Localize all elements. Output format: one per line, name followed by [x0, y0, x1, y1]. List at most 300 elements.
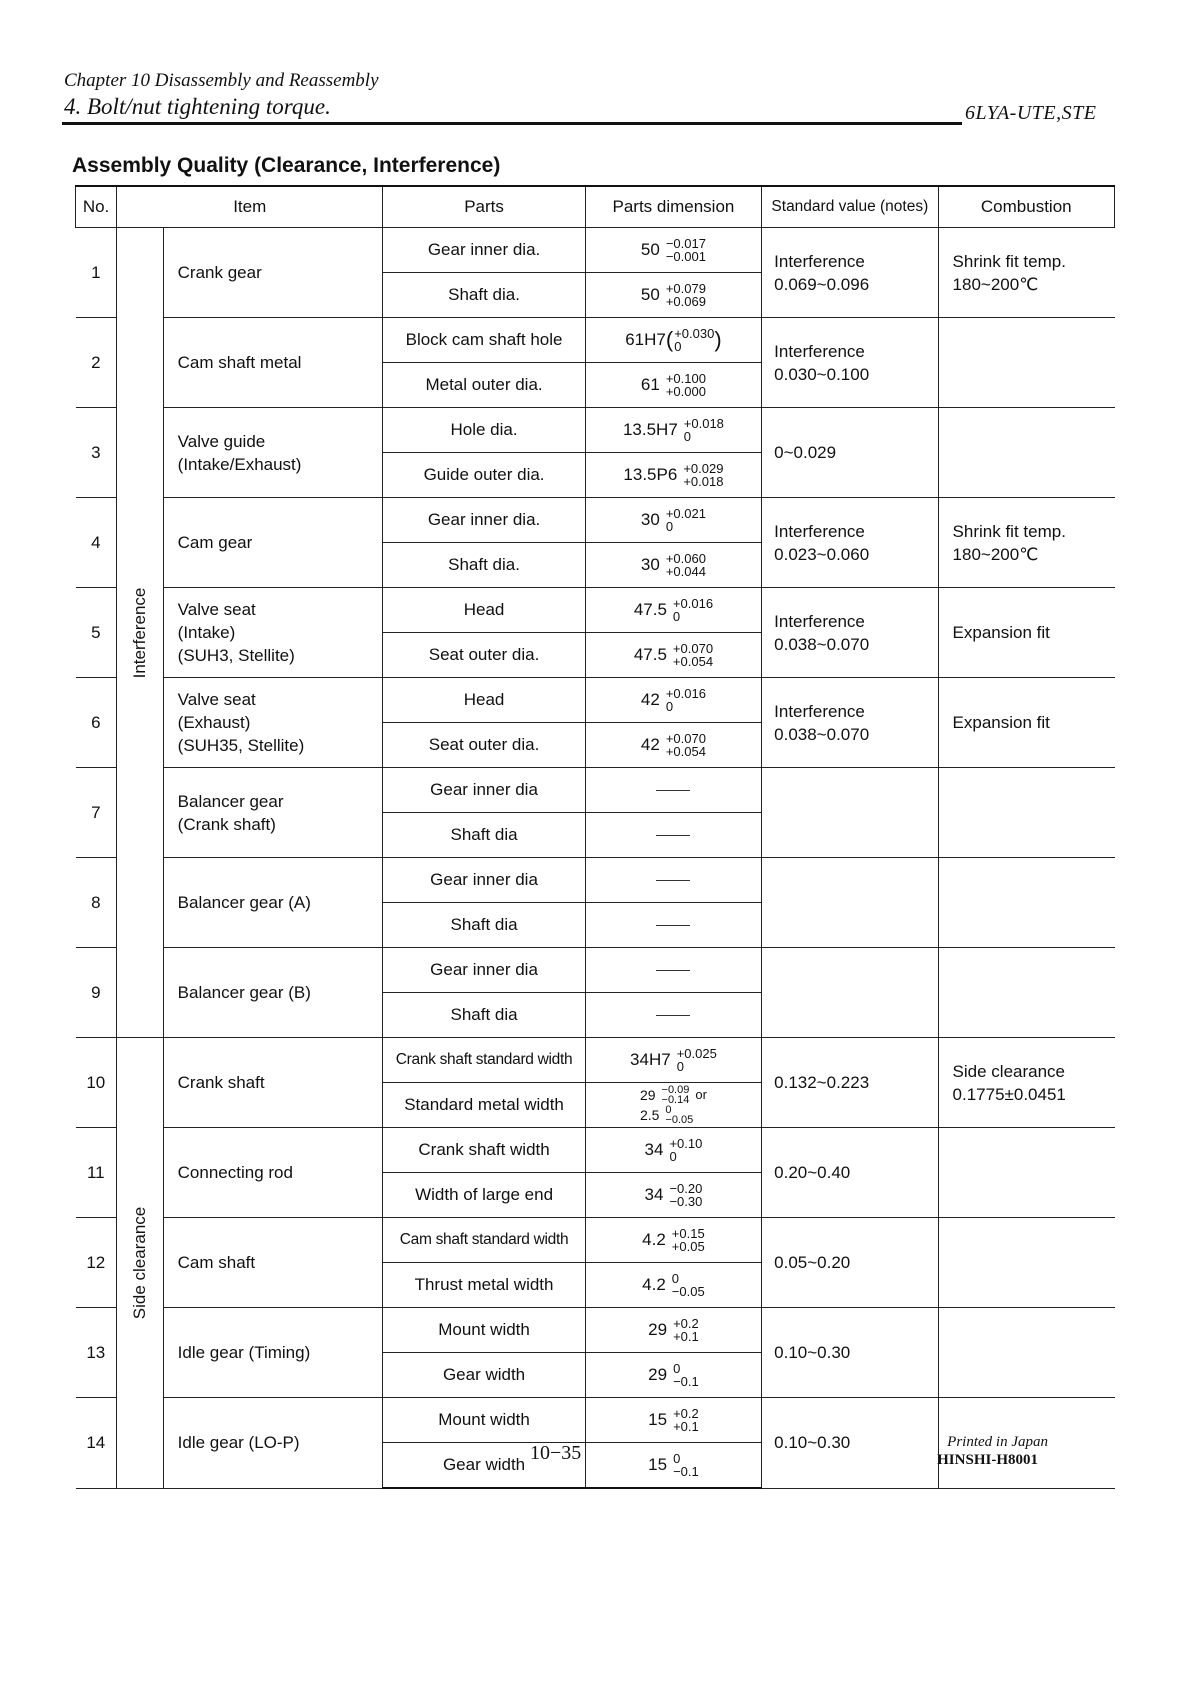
item-line: (SUH35, Stellite) — [177, 736, 305, 755]
combustion-note — [938, 948, 1114, 1038]
dimension-value — [648, 1317, 699, 1343]
standard-line: 0.038~0.070 — [774, 634, 870, 654]
dimension-base: 13.5H7 — [622, 420, 678, 439]
table-row — [76, 1128, 1115, 1173]
parts-dimension — [585, 1218, 761, 1263]
parts-dimension — [585, 363, 761, 408]
item-line: (SUH3, Stellite) — [177, 646, 295, 665]
combustion-note — [938, 1128, 1114, 1218]
combustion-line: Shrink fit temp. — [952, 251, 1066, 271]
parts-dimension — [585, 1128, 761, 1173]
parts-dimension — [585, 768, 761, 813]
dimension-value — [642, 1272, 705, 1298]
tolerance — [673, 1452, 699, 1478]
dimension-base: 2.5 — [639, 1107, 660, 1123]
parts-dimension — [585, 453, 761, 498]
row-number: 8 — [76, 858, 117, 948]
dimension-value — [641, 552, 706, 578]
dimension-value — [623, 462, 723, 488]
parts-dimension — [585, 1308, 761, 1353]
dimension-value — [648, 1452, 699, 1478]
dimension-base: 4.2 — [642, 1275, 666, 1294]
or-label: or — [695, 1087, 707, 1102]
parts-dimension — [585, 948, 761, 993]
tolerance-upper: +0.030 — [674, 326, 715, 341]
row-number: 7 — [76, 768, 117, 858]
dimension-base: 13.5P6 — [623, 465, 678, 484]
table-row — [76, 678, 1115, 723]
item-line: Valve seat — [177, 690, 256, 709]
combustion-line: 180~200℃ — [952, 544, 1039, 564]
table-row — [76, 1038, 1115, 1083]
item-name — [163, 1128, 383, 1218]
tolerance — [666, 282, 706, 308]
tolerance-lower: 0 — [674, 339, 682, 354]
tolerance-lower: −0.05 — [665, 1114, 694, 1126]
dimension-base: 29 — [648, 1365, 668, 1384]
part-name: Seat outer dia. — [383, 723, 585, 768]
standard-line: Interference — [774, 341, 865, 361]
item-name — [163, 228, 383, 318]
tolerance — [672, 1272, 705, 1298]
part-name: Shaft dia — [383, 903, 585, 948]
tolerance — [665, 1105, 693, 1125]
table-row — [76, 768, 1115, 813]
model-label: 6LYA-UTE,STE — [965, 102, 1097, 124]
dimension-base: 50 — [640, 240, 660, 259]
dimension-base: 34H7 — [630, 1050, 671, 1069]
part-name: Gear inner dia — [383, 858, 585, 903]
tolerance-upper: +0.060 — [665, 551, 706, 566]
dimension-value — [634, 597, 713, 623]
standard-line: 0.05~0.20 — [774, 1253, 851, 1272]
combustion-note — [938, 408, 1114, 498]
item-name — [163, 498, 383, 588]
tolerance-lower: 0 — [665, 699, 674, 714]
standard-line: Interference — [774, 521, 865, 541]
row-number: 2 — [76, 318, 117, 408]
dimension-base: 61 — [640, 375, 660, 394]
tolerance-upper: −0.017 — [665, 236, 706, 251]
combustion-line: Shrink fit temp. — [952, 521, 1066, 541]
standard-value — [762, 948, 938, 1038]
part-name: Metal outer dia. — [383, 363, 585, 408]
chapter-heading: Chapter 10 Disassembly and Reassembly — [64, 70, 379, 91]
part-name: Cam shaft standard width — [383, 1218, 585, 1263]
dimension-base: 47.5 — [633, 600, 667, 619]
dimension-base: 15 — [648, 1455, 668, 1474]
tolerance-upper: +0.070 — [665, 731, 706, 746]
item-line: Valve seat — [177, 600, 256, 619]
tolerance-upper: +0.025 — [676, 1046, 717, 1061]
parts-dimension — [585, 903, 761, 948]
row-number: 9 — [76, 948, 117, 1038]
part-name: Shaft dia. — [383, 273, 585, 318]
parts-dimension — [585, 498, 761, 543]
tolerance — [669, 1182, 702, 1208]
tolerance-upper: +0.070 — [672, 641, 714, 656]
item-name — [163, 1038, 383, 1128]
parts-dimension — [585, 993, 761, 1038]
tolerance-upper: +0.021 — [665, 506, 706, 521]
tolerance-upper: −0.20 — [669, 1181, 703, 1196]
item-name — [163, 1398, 383, 1489]
dimension-value — [623, 417, 724, 443]
empty-value-dash — [656, 970, 690, 971]
item-name — [163, 678, 383, 768]
table-row — [76, 948, 1115, 993]
combustion-note — [938, 768, 1114, 858]
paren-close: ) — [714, 327, 722, 352]
combustion-note — [938, 858, 1114, 948]
combustion-line: Expansion fit — [952, 623, 1050, 642]
tolerance — [666, 732, 706, 758]
row-number: 11 — [76, 1128, 117, 1218]
standard-value — [762, 408, 938, 498]
dimension-value — [642, 1227, 705, 1253]
parts-dimension — [585, 1353, 761, 1398]
tolerance-lower: −0.1 — [673, 1374, 699, 1389]
tolerance-lower: −0.001 — [665, 249, 706, 264]
table-row — [76, 228, 1115, 273]
combustion-note — [938, 1308, 1114, 1398]
parts-dimension — [585, 318, 761, 363]
parts-dimension — [585, 1038, 761, 1083]
tolerance-lower: 0 — [683, 429, 692, 444]
document-code: HINSHI-H8001 — [937, 1452, 1038, 1468]
tolerance — [673, 642, 713, 668]
dimension-base: 42 — [640, 735, 660, 754]
tolerance-upper: +0.079 — [665, 281, 706, 296]
item-name — [163, 588, 383, 678]
section-heading: 4. Bolt/nut tightening torque. — [64, 94, 331, 119]
tolerance — [666, 507, 706, 533]
item-line: Cam shaft metal — [177, 353, 302, 372]
col-standard: Standard value (notes) — [762, 186, 938, 228]
empty-value-dash — [656, 790, 690, 791]
table-row — [76, 1218, 1115, 1263]
parts-dimension — [585, 813, 761, 858]
tolerance-upper: +0.15 — [671, 1226, 705, 1241]
header-rule — [62, 122, 962, 125]
dimension-base: 29 — [639, 1087, 656, 1103]
standard-value — [762, 228, 938, 318]
tolerance-upper: 0 — [673, 1451, 681, 1466]
tolerance-upper: +0.10 — [669, 1136, 703, 1151]
dimension-base: 47.5 — [633, 645, 667, 664]
combustion-note — [938, 588, 1114, 678]
tolerance — [666, 687, 706, 713]
tolerance — [662, 1085, 690, 1105]
tolerance-upper: −0.09 — [661, 1084, 690, 1096]
table-row — [76, 588, 1115, 633]
standard-line: Interference — [774, 611, 865, 631]
dimension-option-b — [640, 1105, 707, 1125]
standard-value — [762, 1038, 938, 1128]
tolerance-upper: +0.016 — [665, 686, 706, 701]
dimension-base: 29 — [648, 1320, 668, 1339]
dimension-value — [630, 1047, 717, 1073]
part-name: Standard metal width — [383, 1083, 585, 1128]
paren-open: ( — [665, 327, 674, 352]
part-name: Crank shaft width — [383, 1128, 585, 1173]
category-label: Side clearance — [129, 1206, 149, 1319]
tolerance-lower: +0.05 — [671, 1239, 705, 1254]
combustion-note — [938, 318, 1114, 408]
item-line: Idle gear (Timing) — [177, 1343, 311, 1362]
part-name: Gear inner dia — [383, 768, 585, 813]
dimension-value — [641, 732, 706, 758]
item-line: (Intake) — [177, 623, 236, 642]
empty-value-dash — [656, 835, 690, 836]
tolerance-upper: +0.2 — [673, 1406, 699, 1421]
standard-line: Interference — [774, 251, 865, 271]
combustion-line: Expansion fit — [952, 713, 1050, 732]
dimension-value — [645, 1137, 703, 1163]
row-number: 1 — [76, 228, 117, 318]
standard-value — [762, 318, 938, 408]
tolerance — [684, 417, 724, 443]
part-name: Seat outer dia. — [383, 633, 585, 678]
item-name — [163, 858, 383, 948]
page-number: 10−35 — [530, 1442, 582, 1464]
row-number: 5 — [76, 588, 117, 678]
parts-dimension — [585, 1083, 761, 1128]
row-number: 6 — [76, 678, 117, 768]
standard-value — [762, 768, 938, 858]
tolerance-lower: 0 — [672, 609, 681, 624]
standard-value — [762, 1218, 938, 1308]
standard-value — [762, 588, 938, 678]
combustion-note — [938, 1218, 1114, 1308]
item-name — [163, 408, 383, 498]
dimension-value — [648, 1407, 699, 1433]
tolerance-upper: +0.100 — [665, 371, 706, 386]
tolerance — [673, 597, 713, 623]
tolerance-lower: +0.069 — [665, 294, 706, 309]
standard-value — [762, 858, 938, 948]
category-label: Interference — [129, 587, 149, 678]
combustion-line: 0.1775±0.0451 — [952, 1084, 1066, 1104]
item-line: Connecting rod — [177, 1163, 293, 1182]
part-name: Shaft dia — [383, 993, 585, 1038]
category-side-clearance — [117, 1038, 164, 1489]
part-name: Gear width — [383, 1443, 585, 1489]
dimension-value — [645, 1182, 703, 1208]
dimension-value — [625, 327, 721, 353]
dimension-options — [640, 1085, 707, 1125]
tolerance-lower: 0 — [676, 1059, 684, 1074]
table-header-row — [76, 186, 1115, 228]
empty-value-dash — [656, 1015, 690, 1016]
col-item: Item — [117, 186, 383, 228]
parts-dimension — [585, 228, 761, 273]
part-name: Gear inner dia. — [383, 228, 585, 273]
parts-dimension — [585, 633, 761, 678]
part-name: Block cam shaft hole — [383, 318, 585, 363]
col-parts: Parts — [383, 186, 585, 228]
empty-value-dash — [656, 880, 690, 881]
dimension-base: 30 — [640, 555, 660, 574]
standard-line: 0.038~0.070 — [774, 724, 870, 744]
standard-line: 0~0.029 — [774, 443, 837, 462]
tolerance-lower: 0 — [665, 519, 674, 534]
standard-value — [762, 1308, 938, 1398]
parts-dimension — [585, 1173, 761, 1218]
tolerance-upper: +0.2 — [673, 1316, 699, 1331]
dimension-base: 61H7 — [625, 330, 666, 349]
tolerance-upper: +0.029 — [683, 461, 724, 476]
part-name: Mount width — [383, 1398, 585, 1443]
standard-line: Interference — [774, 701, 865, 721]
combustion-note — [938, 1038, 1114, 1128]
parts-dimension — [585, 858, 761, 903]
standard-line: 0.10~0.30 — [774, 1433, 851, 1453]
item-line: Balancer gear — [177, 791, 284, 811]
item-line: (Crank shaft) — [177, 814, 276, 834]
parts-dimension — [585, 543, 761, 588]
part-name: Guide outer dia. — [383, 453, 585, 498]
combustion-note — [938, 228, 1114, 318]
category-interference — [117, 228, 164, 1038]
tolerance-lower: +0.054 — [672, 654, 714, 669]
parts-dimension — [585, 1263, 761, 1308]
tolerance-lower: −0.30 — [669, 1194, 703, 1209]
combustion-note — [938, 498, 1114, 588]
standard-value — [762, 1398, 938, 1489]
dimension-value — [648, 1362, 699, 1388]
tolerance-lower: 0 — [669, 1149, 677, 1164]
item-name — [163, 1218, 383, 1308]
part-name: Mount width — [383, 1308, 585, 1353]
dimension-value — [641, 282, 706, 308]
standard-value — [762, 498, 938, 588]
part-name: Crank shaft standard width — [383, 1038, 585, 1083]
tolerance — [666, 237, 706, 263]
standard-line: 0.20~0.40 — [774, 1163, 851, 1182]
tolerance-upper: +0.018 — [683, 416, 724, 431]
table-row — [76, 498, 1115, 543]
dimension-base: 50 — [640, 285, 660, 304]
dimension-base: 42 — [640, 690, 660, 709]
table-row — [76, 318, 1115, 363]
tolerance-lower: −0.1 — [673, 1464, 699, 1479]
tolerance-upper: 0 — [671, 1271, 680, 1286]
dimension-value — [641, 507, 706, 533]
dimension-value — [641, 237, 706, 263]
part-name: Hole dia. — [383, 408, 585, 453]
row-number: 14 — [76, 1398, 117, 1489]
row-number: 13 — [76, 1308, 117, 1398]
dimension-option-a — [640, 1085, 707, 1105]
parts-dimension — [585, 588, 761, 633]
tolerance-upper: +0.016 — [672, 596, 714, 611]
item-line: (Exhaust) — [177, 713, 251, 732]
dimension-base: 4.2 — [642, 1230, 666, 1249]
dimension-base: 30 — [640, 510, 660, 529]
tolerance-lower: +0.1 — [673, 1329, 699, 1344]
standard-line: 0.023~0.060 — [774, 544, 870, 564]
parts-dimension — [585, 273, 761, 318]
part-name: Head — [383, 588, 585, 633]
tolerance — [666, 552, 706, 578]
tolerance-lower: +0.054 — [665, 744, 706, 759]
tolerance — [683, 462, 723, 488]
tolerance-lower: +0.044 — [665, 564, 706, 579]
part-name: Head — [383, 678, 585, 723]
col-dimension: Parts dimension — [585, 186, 761, 228]
tolerance — [672, 1227, 705, 1253]
item-line: Balancer gear (B) — [177, 983, 311, 1002]
dimension-base: 34 — [644, 1140, 664, 1159]
row-number: 4 — [76, 498, 117, 588]
empty-value-dash — [656, 925, 690, 926]
part-name: Gear width — [383, 1353, 585, 1398]
standard-value — [762, 1128, 938, 1218]
part-name: Gear inner dia — [383, 948, 585, 993]
part-name: Width of large end — [383, 1173, 585, 1218]
tolerance — [669, 1137, 702, 1163]
part-name: Shaft dia. — [383, 543, 585, 588]
tolerance — [677, 1047, 717, 1073]
tolerance-lower: +0.1 — [673, 1419, 699, 1434]
standard-line: 0.132~0.223 — [774, 1073, 870, 1092]
item-name — [163, 948, 383, 1038]
table-row — [76, 858, 1115, 903]
standard-line: 0.030~0.100 — [774, 364, 870, 384]
tolerance-lower: −0.14 — [661, 1094, 690, 1106]
assembly-quality-table — [75, 185, 1115, 1489]
table-row — [76, 408, 1115, 453]
parts-dimension — [585, 678, 761, 723]
tolerance-upper: 0 — [665, 1104, 672, 1116]
table-row — [76, 1308, 1115, 1353]
parts-dimension — [585, 1443, 761, 1489]
printed-note: Printed in Japan — [947, 1434, 1048, 1450]
dimension-base: 34 — [644, 1185, 664, 1204]
item-line: Crank gear — [177, 263, 262, 282]
parts-dimension — [585, 723, 761, 768]
tolerance — [673, 1407, 699, 1433]
dimension-base: 15 — [648, 1410, 668, 1429]
part-name: Shaft dia — [383, 813, 585, 858]
tolerance-lower: +0.018 — [683, 474, 724, 489]
item-line: Idle gear (LO-P) — [177, 1433, 300, 1453]
item-name — [163, 318, 383, 408]
dimension-value — [641, 687, 706, 713]
tolerance — [666, 372, 706, 398]
item-line: (Intake/Exhaust) — [177, 454, 302, 474]
combustion-line: 180~200℃ — [952, 274, 1039, 294]
standard-line: 0.10~0.30 — [774, 1343, 851, 1362]
part-name: Gear inner dia. — [383, 498, 585, 543]
tolerance-lower: +0.000 — [665, 384, 706, 399]
tolerance — [674, 327, 714, 353]
parts-dimension — [585, 1398, 761, 1443]
row-number: 12 — [76, 1218, 117, 1308]
tolerance — [673, 1362, 699, 1388]
col-combustion: Combustion — [938, 186, 1114, 228]
dimension-value — [634, 642, 713, 668]
item-name — [163, 1308, 383, 1398]
dimension-value — [641, 372, 706, 398]
standard-line: 0.069~0.096 — [774, 274, 870, 294]
item-line: Crank shaft — [177, 1073, 265, 1092]
item-name — [163, 768, 383, 858]
item-line: Cam gear — [177, 533, 253, 552]
row-number: 10 — [76, 1038, 117, 1128]
tolerance-lower: −0.05 — [671, 1284, 705, 1299]
